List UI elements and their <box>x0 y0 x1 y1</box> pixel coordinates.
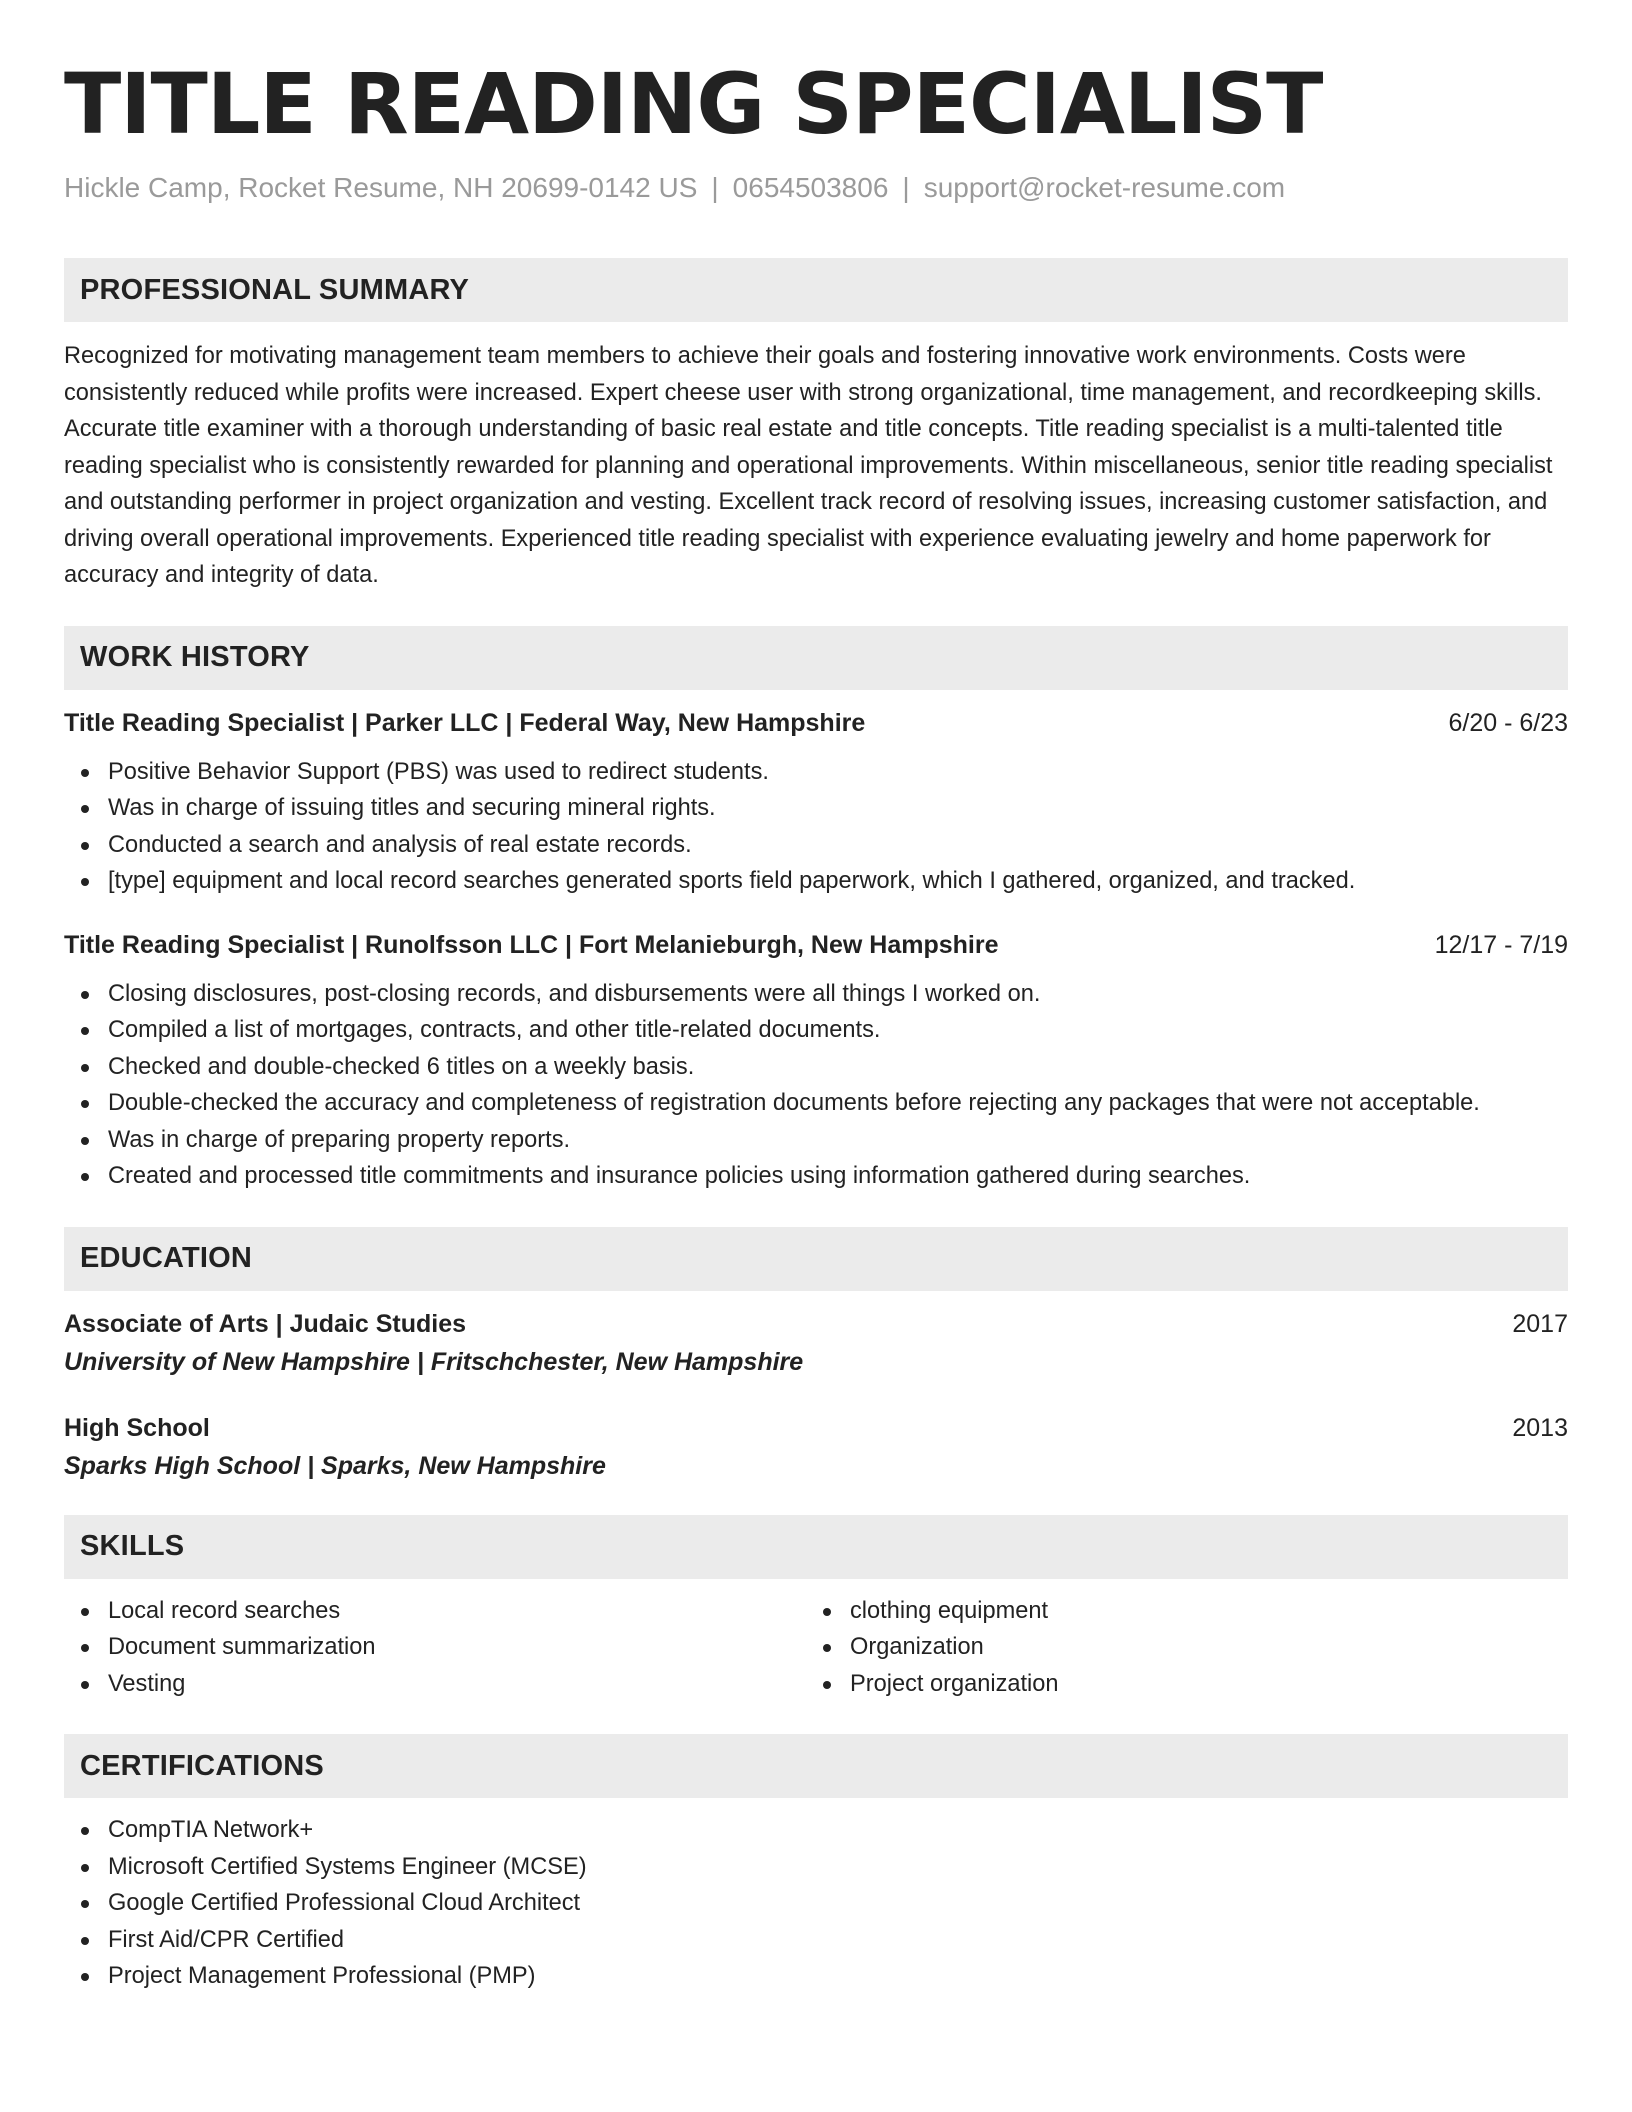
education-header <box>64 1307 1568 1341</box>
list-item: Conducted a search and analysis of real estate records. <box>64 827 1568 864</box>
contact-email: support@rocket-resume.com <box>923 172 1286 203</box>
job-header <box>64 706 1568 740</box>
contact-separator: | <box>711 172 719 203</box>
certifications-list <box>64 1812 1568 1995</box>
job-entry <box>64 928 1568 1195</box>
job-bullets <box>64 976 1568 1195</box>
list-item: Compiled a list of mortgages, contracts, and other title-related documents. <box>64 1012 1568 1049</box>
education-school: University of New Hampshire | Fritschchester, New Hampshire <box>64 1347 804 1376</box>
education-year: 2013 <box>1512 1413 1568 1442</box>
section-header-certifications: CERTIFICATIONS <box>64 1734 1568 1798</box>
certification-item: First Aid/CPR Certified <box>64 1922 1568 1959</box>
contact-address: Hickle Camp, Rocket Resume, NH 20699-0142 US <box>64 172 698 203</box>
contact-separator: | <box>902 172 910 203</box>
list-item: Was in charge of preparing property reports. <box>64 1122 1568 1159</box>
education-entry <box>64 1307 1568 1379</box>
list-item: Checked and double-checked 6 titles on a weekly basis. <box>64 1049 1568 1086</box>
contact-line <box>64 170 1568 206</box>
list-item: [type] equipment and local record searches generated sports field paperwork, which I gathered, organized, and tracked. <box>64 863 1568 900</box>
skill-item: Vesting <box>64 1666 806 1703</box>
section-header-summary: PROFESSIONAL SUMMARY <box>64 258 1568 322</box>
education-degree: High School <box>64 1413 210 1442</box>
skills-column-right <box>806 1579 1548 1703</box>
candidate-name: TITLE READING SPECIALIST <box>64 55 1323 153</box>
job-title: Title Reading Specialist | Parker LLC | Federal Way, New Hampshire <box>64 708 866 737</box>
skill-item: Document summarization <box>64 1629 806 1666</box>
job-header <box>64 928 1568 962</box>
section-header-skills: SKILLS <box>64 1515 1568 1579</box>
skills-column-left <box>64 1579 806 1703</box>
skill-item: clothing equipment <box>806 1593 1548 1630</box>
certification-item: CompTIA Network+ <box>64 1812 1568 1849</box>
education-year: 2017 <box>1512 1309 1568 1338</box>
list-item: Created and processed title commitments and insurance policies using information gathered during searches. <box>64 1158 1568 1195</box>
skill-item: Project organization <box>806 1666 1548 1703</box>
education-school: Sparks High School | Sparks, New Hampshire <box>64 1451 606 1480</box>
education-header <box>64 1411 1568 1445</box>
job-title: Title Reading Specialist | Runolfsson LLC | Fort Melanieburgh, New Hampshire <box>64 930 999 959</box>
certification-item: Google Certified Professional Cloud Architect <box>64 1885 1568 1922</box>
skills-list <box>806 1593 1548 1703</box>
certification-item: Microsoft Certified Systems Engineer (MCSE) <box>64 1849 1568 1886</box>
certification-item: Project Management Professional (PMP) <box>64 1958 1568 1995</box>
list-item: Was in charge of issuing titles and securing mineral rights. <box>64 790 1568 827</box>
list-item: Double-checked the accuracy and completeness of registration documents before rejecting any packages that were not acceptable. <box>64 1085 1568 1122</box>
education-degree: Associate of Arts | Judaic Studies <box>64 1309 467 1338</box>
list-item: Positive Behavior Support (PBS) was used to redirect students. <box>64 754 1568 791</box>
job-bullets <box>64 754 1568 900</box>
education-entry <box>64 1411 1568 1483</box>
skills-list <box>64 1593 806 1703</box>
list-item: Closing disclosures, post-closing records, and disbursements were all things I worked on. <box>64 976 1568 1013</box>
summary-text: Recognized for motivating management team members to achieve their goals and fostering innovative work environments. Costs were consistently reduced while profits were increased. Expert cheese user with strong organizational, time management, and recordkeeping skills. Accurate title examiner with a thorough understanding of basic real estate and title concepts. Title reading specialist is a multi-talented title reading specialist who is consistently rewarded for planning and operational improvements. Within miscellaneous, senior title reading specialist and outstanding performer in project organization and vesting. Excellent track record of resolving issues, increasing customer satisfaction, and driving overall operational improvements. Experienced title reading specialist with experience evaluating jewelry and home paperwork for accuracy and integrity of data. <box>64 343 1553 588</box>
section-header-education: EDUCATION <box>64 1227 1568 1291</box>
contact-phone: 0654503806 <box>732 172 889 203</box>
skills-grid <box>64 1579 1568 1703</box>
job-dates: 12/17 - 7/19 <box>1434 930 1568 959</box>
skill-item: Organization <box>806 1629 1548 1666</box>
job-entry <box>64 706 1568 900</box>
section-header-work-history: WORK HISTORY <box>64 626 1568 690</box>
skill-item: Local record searches <box>64 1593 806 1630</box>
job-dates: 6/20 - 6/23 <box>1448 708 1568 737</box>
